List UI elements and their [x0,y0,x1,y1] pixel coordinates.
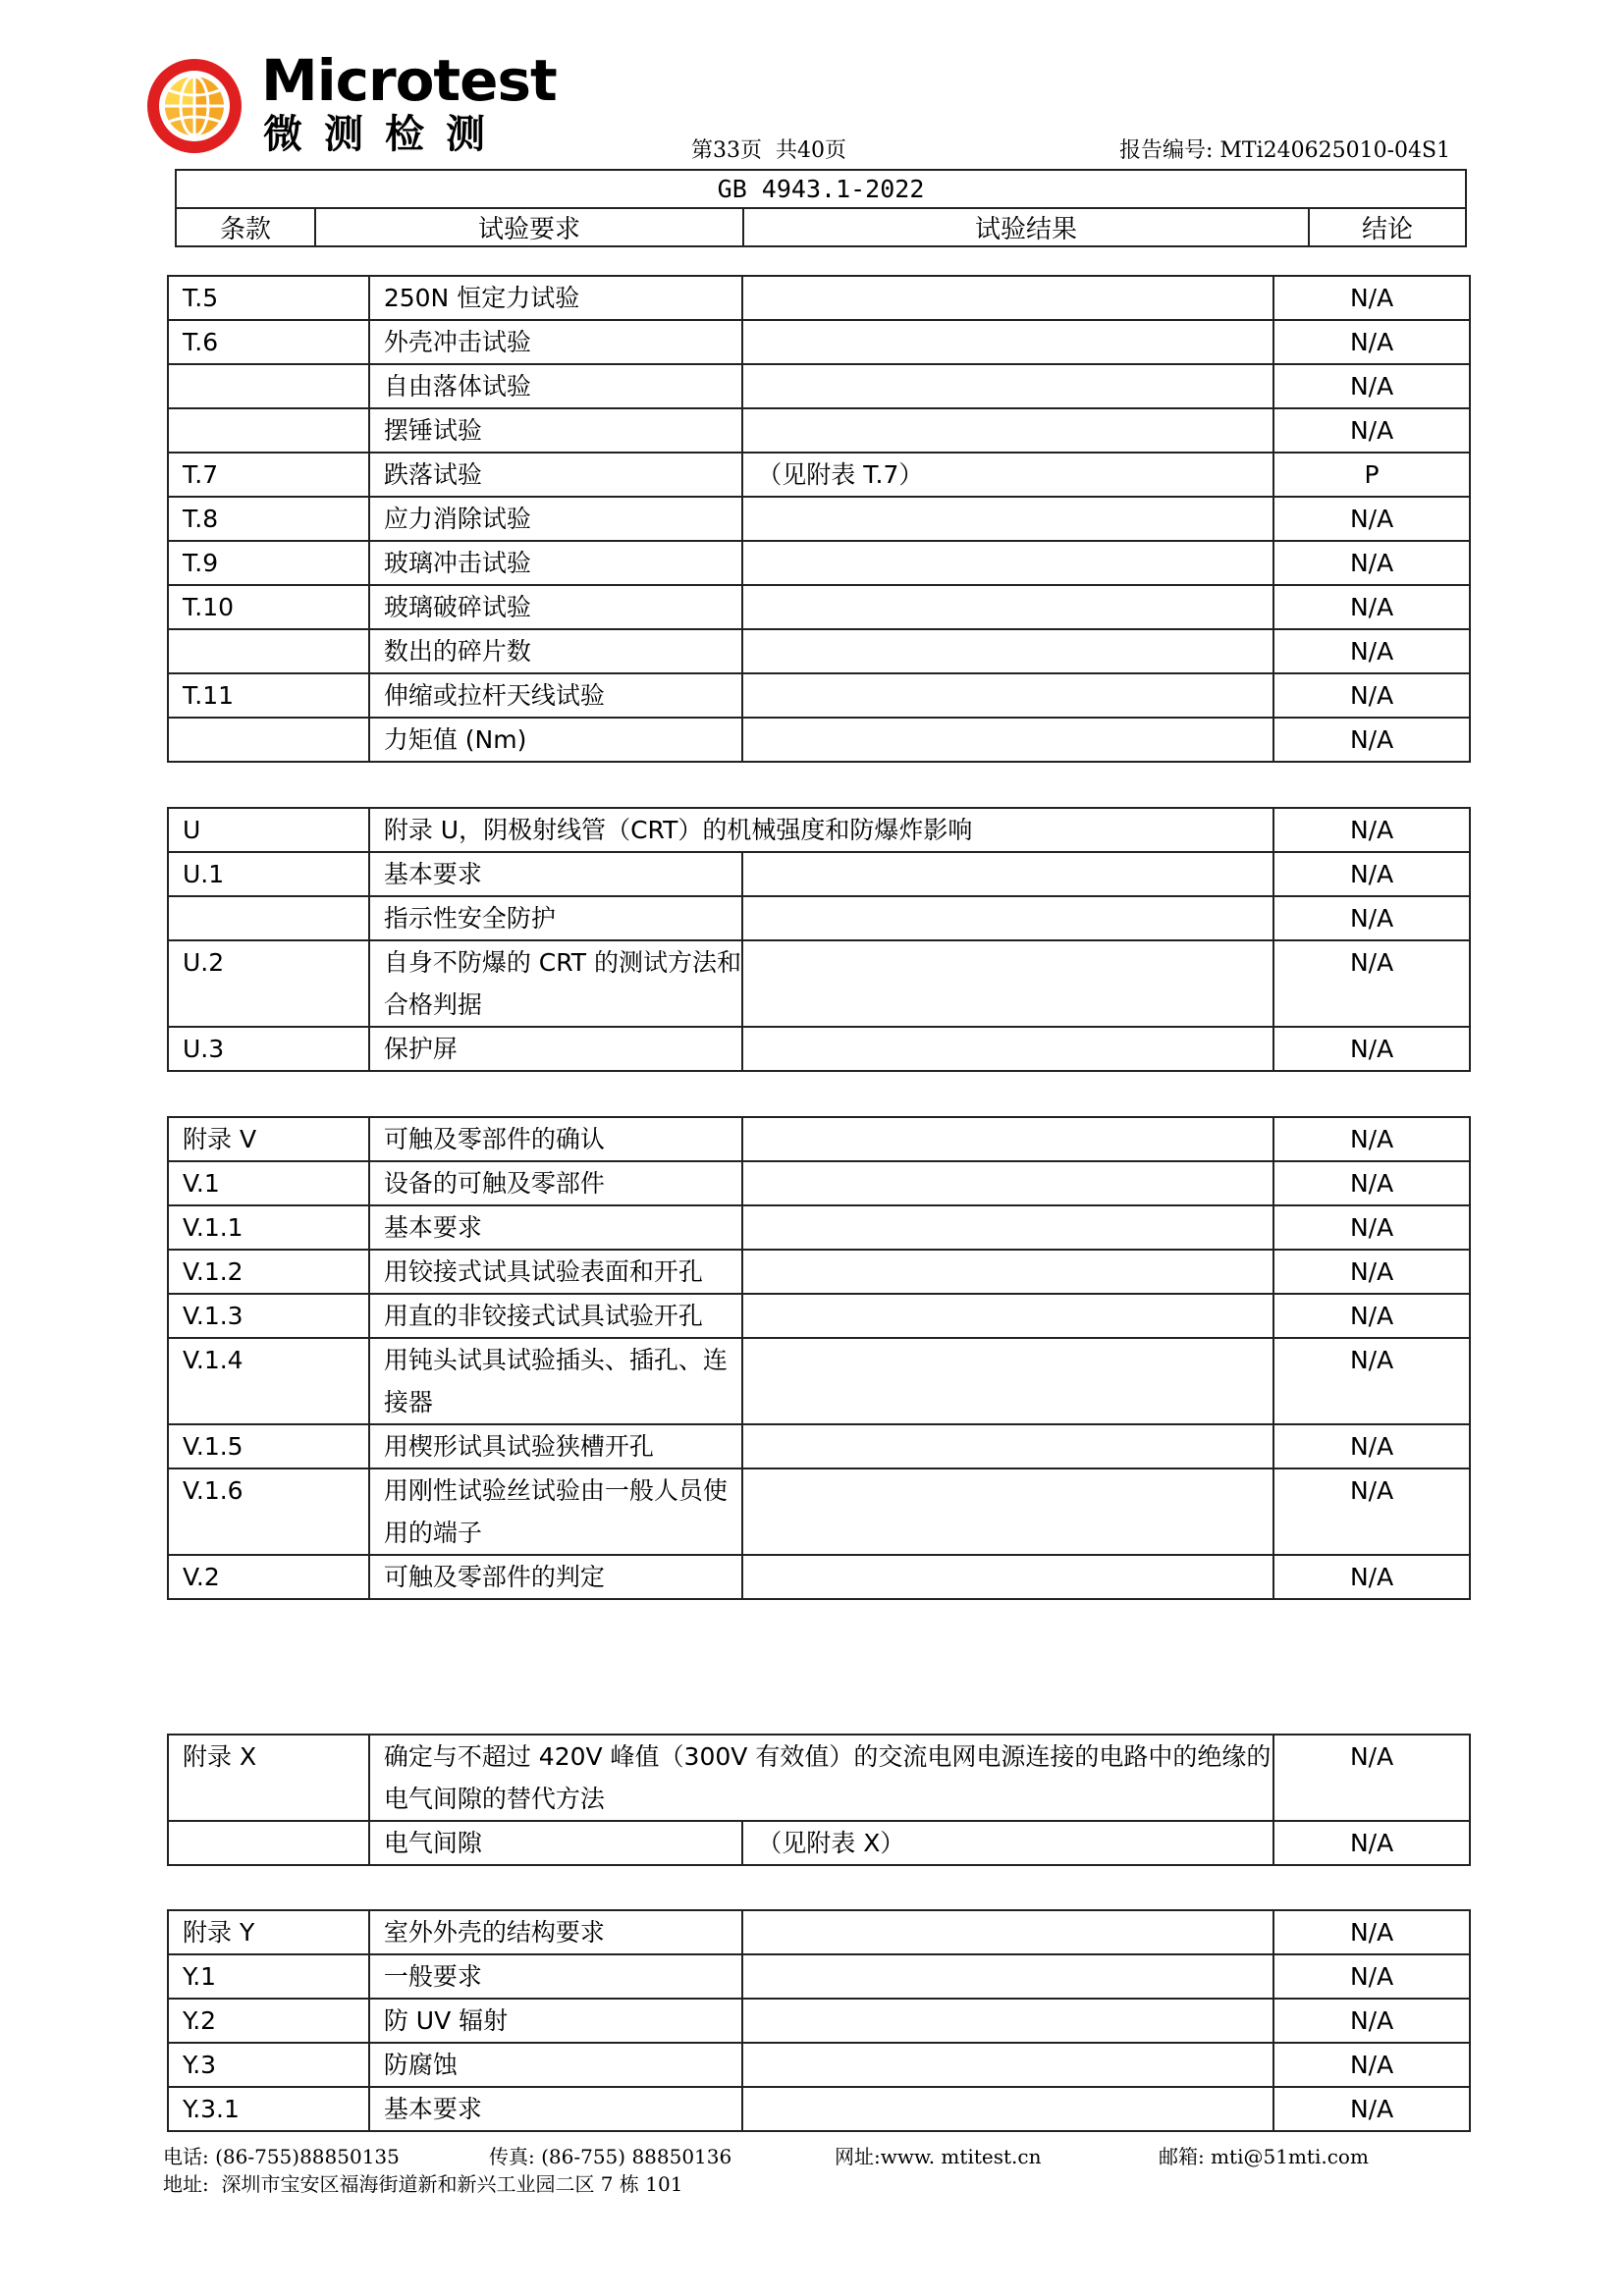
verdict-cell: N/A [1273,896,1470,940]
result-cell [742,1294,1273,1338]
table-row [168,1910,1470,1954]
clause-cell: Y.1 [168,1954,369,1999]
table-row [168,1468,1470,1555]
verdict-cell: N/A [1273,364,1470,408]
requirement-cell: 伸缩或拉杆天线试验 [369,673,742,718]
clause-table [167,1116,1471,1600]
table-row [168,2087,1470,2131]
table-row [168,852,1470,896]
requirement-cell: 玻璃破碎试验 [369,585,742,629]
table-row [168,1954,1470,1999]
result-cell [742,718,1273,762]
result-cell [742,1338,1273,1424]
table-row [168,585,1470,629]
verdict-cell: N/A [1273,1910,1470,1954]
requirement-cell: 用刚性试验丝试验由一般人员使用的端子 [369,1468,742,1555]
requirement-cell: 250N 恒定力试验 [369,276,742,320]
clause-cell: T.8 [168,497,369,541]
table-row [168,408,1470,453]
clause-cell: V.1 [168,1161,369,1205]
table-row [168,1424,1470,1468]
result-cell [742,497,1273,541]
clause-cell [168,408,369,453]
result-cell [742,320,1273,364]
requirement-cell: 指示性安全防护 [369,896,742,940]
clause-cell: 附录 V [168,1117,369,1161]
verdict-cell: N/A [1273,1250,1470,1294]
clause-table [167,275,1471,763]
clause-cell: Y.3 [168,2043,369,2087]
verdict-cell: N/A [1273,1027,1470,1071]
column-header-requirement: 试验要求 [315,208,743,246]
verdict-cell: N/A [1273,1424,1470,1468]
result-cell [742,896,1273,940]
table-row [168,1999,1470,2043]
table-row [168,497,1470,541]
brand-name-cn: 微测检测 [263,112,507,157]
clause-cell: T.6 [168,320,369,364]
verdict-cell: N/A [1273,1555,1470,1599]
verdict-cell: N/A [1273,852,1470,896]
clause-cell: V.1.4 [168,1338,369,1424]
clause-cell: V.1.3 [168,1294,369,1338]
requirement-cell: 力矩值 (Nm) [369,718,742,762]
table-row [168,1027,1470,1071]
footer-phone: 电话: (86-755)88850135 [163,2145,400,2168]
table-row [168,1555,1470,1599]
clause-table [167,807,1471,1072]
verdict-cell: N/A [1273,1821,1470,1865]
result-cell [742,1555,1273,1599]
result-cell [742,2043,1273,2087]
requirement-cell: 基本要求 [369,2087,742,2131]
table-row [168,718,1470,762]
verdict-cell: N/A [1273,1468,1470,1555]
clause-cell [168,896,369,940]
table-row [168,1161,1470,1205]
result-cell [742,585,1273,629]
column-header-verdict: 结论 [1309,208,1466,246]
table-row [168,276,1470,320]
verdict-cell: N/A [1273,2043,1470,2087]
requirement-cell: 可触及零部件的确认 [369,1117,742,1161]
requirement-cell: 用楔形试具试验狭槽开孔 [369,1424,742,1468]
requirement-cell: 基本要求 [369,852,742,896]
requirement-cell: 自由落体试验 [369,364,742,408]
clause-table [167,1909,1471,2132]
standard-number: GB 4943.1-2022 [176,170,1466,208]
result-cell [742,1161,1273,1205]
footer-address: 地址: 深圳市宝安区福海街道新和新兴工业园二区 7 栋 101 [163,2172,683,2196]
requirement-cell: 用钝头试具试验插头、插孔、连接器 [369,1338,742,1424]
verdict-cell: N/A [1273,629,1470,673]
verdict-cell: N/A [1273,718,1470,762]
clause-cell: V.1.2 [168,1250,369,1294]
report-number: 报告编号: MTi240625010-04S1 [1119,138,1451,163]
company-logo [145,57,244,155]
verdict-cell: N/A [1273,320,1470,364]
table-row [168,629,1470,673]
table-row [168,1294,1470,1338]
table-row [168,1205,1470,1250]
result-cell [742,2087,1273,2131]
clause-cell: T.11 [168,673,369,718]
verdict-cell: N/A [1273,1294,1470,1338]
clause-cell: U [168,808,369,852]
result-cell [742,629,1273,673]
requirement-cell: 一般要求 [369,1954,742,1999]
clause-cell: U.3 [168,1027,369,1071]
footer-fax: 传真: (86-755) 88850136 [489,2145,732,2168]
requirement-cell: 用直的非铰接式试具试验开孔 [369,1294,742,1338]
requirement-cell: 基本要求 [369,1205,742,1250]
footer-website: 网址:www. mtitest.cn [835,2145,1042,2168]
requirement-cell: 防腐蚀 [369,2043,742,2087]
result-cell [742,1250,1273,1294]
table-row [168,896,1470,940]
requirement-cell: 可触及零部件的判定 [369,1555,742,1599]
clause-cell: U.1 [168,852,369,896]
clause-cell: T.7 [168,453,369,497]
verdict-cell: N/A [1273,2087,1470,2131]
clause-cell: V.1.1 [168,1205,369,1250]
result-cell [742,408,1273,453]
clause-cell: V.2 [168,1555,369,1599]
verdict-cell: N/A [1273,1161,1470,1205]
result-cell [742,1999,1273,2043]
clause-cell: 附录 X [168,1735,369,1821]
verdict-cell: N/A [1273,497,1470,541]
requirement-cell: 数出的碎片数 [369,629,742,673]
requirement-cell: 玻璃冲击试验 [369,541,742,585]
requirement-cell: 设备的可触及零部件 [369,1161,742,1205]
footer-email: 邮箱: mti@51mti.com [1159,2145,1369,2168]
requirement-cell: 外壳冲击试验 [369,320,742,364]
requirement-cell: 室外外壳的结构要求 [369,1910,742,1954]
requirement-cell: 确定与不超过 420V 峰值（300V 有效值）的交流电网电源连接的电路中的绝缘的电气间隙的替代方法 [369,1735,1273,1821]
verdict-cell: P [1273,453,1470,497]
result-cell [742,1424,1273,1468]
requirement-cell: 保护屏 [369,1027,742,1071]
requirement-cell: 跌落试验 [369,453,742,497]
verdict-cell: N/A [1273,1954,1470,1999]
requirement-cell: 自身不防爆的 CRT 的测试方法和合格判据 [369,940,742,1027]
table-row [168,808,1470,852]
clause-cell: V.1.6 [168,1468,369,1555]
requirement-cell: 应力消除试验 [369,497,742,541]
clause-cell [168,718,369,762]
result-cell [742,940,1273,1027]
table-row [168,1117,1470,1161]
table-row [168,541,1470,585]
clause-cell [168,629,369,673]
clause-cell: U.2 [168,940,369,1027]
result-cell [742,1027,1273,1071]
result-cell: （见附表 X） [742,1821,1273,1865]
result-cell [742,1954,1273,1999]
clause-table [167,1734,1471,1866]
column-header-clause: 条款 [176,208,315,246]
result-cell [742,541,1273,585]
verdict-cell: N/A [1273,1735,1470,1821]
verdict-cell: N/A [1273,673,1470,718]
brand-name: Microtest [261,47,557,114]
result-cell [742,852,1273,896]
table-row [168,673,1470,718]
report-header-table [175,169,1467,247]
table-row [168,453,1470,497]
verdict-cell: N/A [1273,1338,1470,1424]
result-cell [742,1468,1273,1555]
table-row [168,320,1470,364]
clause-cell [168,1821,369,1865]
clause-cell: 附录 Y [168,1910,369,1954]
verdict-cell: N/A [1273,808,1470,852]
verdict-cell: N/A [1273,1999,1470,2043]
requirement-cell: 用铰接式试具试验表面和开孔 [369,1250,742,1294]
verdict-cell: N/A [1273,408,1470,453]
column-header-result: 试验结果 [743,208,1309,246]
requirement-cell: 电气间隙 [369,1821,742,1865]
result-cell [742,1205,1273,1250]
verdict-cell: N/A [1273,541,1470,585]
clause-cell [168,364,369,408]
clause-cell: T.10 [168,585,369,629]
result-cell [742,673,1273,718]
clause-cell: Y.2 [168,1999,369,2043]
verdict-cell: N/A [1273,940,1470,1027]
table-row [168,940,1470,1027]
verdict-cell: N/A [1273,585,1470,629]
result-cell [742,276,1273,320]
table-row [168,2043,1470,2087]
verdict-cell: N/A [1273,276,1470,320]
result-cell [742,364,1273,408]
clause-cell: Y.3.1 [168,2087,369,2131]
clause-cell: T.5 [168,276,369,320]
table-row [168,364,1470,408]
requirement-cell: 摆锤试验 [369,408,742,453]
clause-cell: T.9 [168,541,369,585]
clause-cell: V.1.5 [168,1424,369,1468]
table-row [168,1338,1470,1424]
requirement-cell: 附录 U，阴极射线管（CRT）的机械强度和防爆炸影响 [369,808,1273,852]
table-row [168,1821,1470,1865]
page-number: 第33页 共40页 [691,138,846,163]
requirement-cell: 防 UV 辐射 [369,1999,742,2043]
result-cell [742,1910,1273,1954]
result-cell: （见附表 T.7） [742,453,1273,497]
table-row [168,1250,1470,1294]
result-cell [742,1117,1273,1161]
table-row [168,1735,1470,1821]
verdict-cell: N/A [1273,1205,1470,1250]
verdict-cell: N/A [1273,1117,1470,1161]
